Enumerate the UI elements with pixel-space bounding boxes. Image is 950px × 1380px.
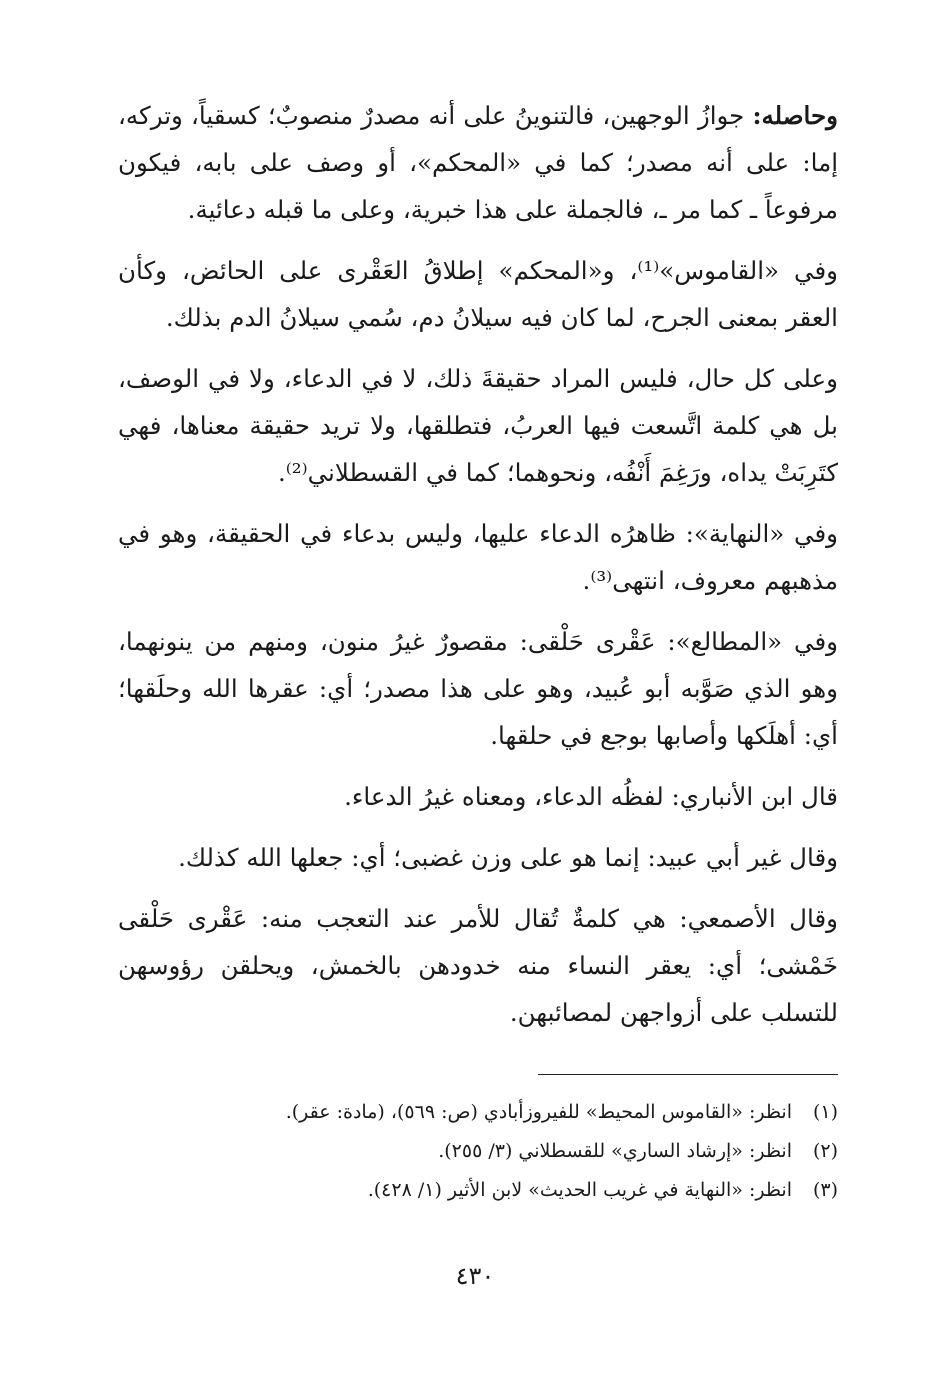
paragraph-text: وفي «المطالع»: عَقْرى حَلْقى: مقصورٌ غيرُ منون، ومنهم من ينونهما، وهو الذي صَوَّبه أبو عُبيد، وهو على هذا مصدر؛ أي: عقرها الله وحلَقها؛ أي: أهلَكها وأصابها بوجع في حلقها. — [118, 627, 838, 750]
paragraph-1 — [118, 92, 838, 233]
paragraph-6 — [118, 773, 838, 820]
footnote-number: (٢) — [812, 1140, 838, 1162]
footnote-3 — [118, 1171, 838, 1210]
paragraph-5 — [118, 618, 838, 759]
paragraph-text: وقال الأصمعي: هي كلمةٌ تُقال للأمر عند التعجب منه: عَقْرى حَلْقى خَمْشى؛ أي: يعقر النساء منه خدودهن بالخمش، ويحلقن رؤوسهن للتسلب على أزواجهن لمصائبهن. — [118, 904, 838, 1027]
paragraph-text: وعلى كل حال، فليس المراد حقيقةَ ذلك، لا في الدعاء، ولا في الوصف، بل هي كلمة اتَّسعت فيها العربُ، فتطلقها، ولا تريد حقيقة معناها، فهي كتَرِبَتْ يداه، ورَغِمَ أَنْفُه، ونحوهما؛ كما في القسطلاني⁽²⁾. — [118, 364, 838, 487]
paragraph-2 — [118, 247, 838, 341]
paragraph-7 — [118, 834, 838, 881]
paragraph-8 — [118, 895, 838, 1036]
footnote-text: انظر: «النهاية في غريب الحديث» لابن الأثير (١/ ٤٢٨). — [367, 1179, 792, 1201]
footnote-number: (١) — [812, 1101, 838, 1123]
page-number: ٤٣٠ — [455, 1262, 495, 1290]
footnote-1 — [118, 1093, 838, 1132]
paragraph-4 — [118, 510, 838, 604]
footnote-2 — [118, 1132, 838, 1171]
main-text — [118, 92, 838, 1036]
footnote-separator — [538, 1074, 838, 1075]
paragraph-3 — [118, 355, 838, 496]
paragraph-text: وقال غير أبي عبيد: إنما هو على وزن غضبى؛ أي: جعلها الله كذلك. — [178, 843, 838, 872]
paragraph-lead: وحاصله: — [752, 101, 838, 130]
footnote-text: انظر: «إرشاد الساري» للقسطلاني (٣/ ٢٥٥). — [438, 1140, 792, 1162]
paragraph-text: قال ابن الأنباري: لفظُه الدعاء، ومعناه غيرُ الدعاء. — [344, 782, 838, 811]
footnotes — [118, 1093, 838, 1210]
footnote-text: انظر: «القاموس المحيط» للفيروزأبادي (ص: ٥٦٩)، (مادة: عقر). — [285, 1101, 792, 1123]
paragraph-text: وفي «القاموس»⁽¹⁾، و«المحكم» إطلاقُ العَقْرى على الحائض، وكأن العقر بمعنى الجرح، لما كان فيه سيلانُ دم، سُمي سيلانُ الدم بذلك. — [118, 256, 838, 332]
paragraph-text: وفي «النهاية»: ظاهرُه الدعاء عليها، وليس بدعاء في الحقيقة، وهو في مذهبهم معروف، انتهى⁽³⁾. — [118, 519, 838, 595]
footnote-number: (٣) — [812, 1179, 838, 1201]
paragraph-text: جوازُ الوجهين، فالتنوينُ على أنه مصدرٌ منصوبٌ؛ كسقياً، وتركه، إما: على أنه مصدر؛ كما في «المحكم»، أو وصف على بابه، فيكون مرفوعاً ـ كما مر ـ، فالجملة على هذا خبرية، وعلى ما قبله دعائية. — [118, 101, 838, 224]
